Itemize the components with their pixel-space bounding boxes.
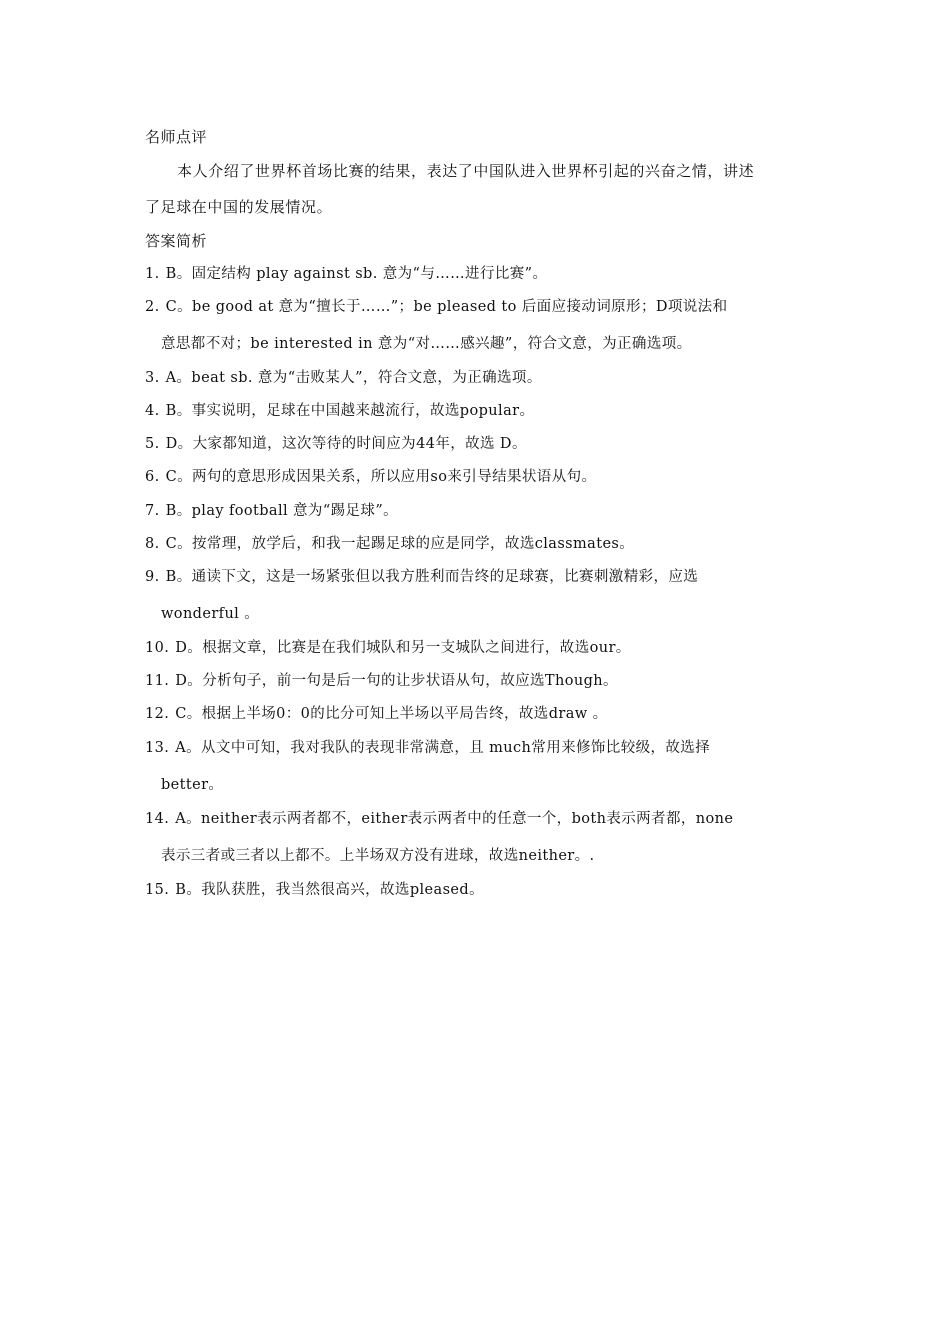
answer-item: [145, 638, 810, 658]
answer-text: B。通读下文，这是一场紧张但以我方胜利而告终的足球赛，比赛刺激精彩，应选: [165, 569, 699, 585]
answer-number: 10.: [145, 640, 170, 656]
answer-continuation: wonderful 。: [161, 606, 260, 622]
answer-number: 9.: [145, 569, 160, 585]
answer-number: 15.: [145, 882, 170, 898]
answer-item: [145, 738, 810, 795]
answer-item: [145, 671, 810, 691]
answer-text: C。两句的意思形成因果关系，所以应用so来引导结果状语从句。: [165, 469, 597, 485]
answer-number: 6.: [145, 469, 160, 485]
answer-continuation: 表示三者或三者以上都不。上半场双方没有进球，故选neither。.: [161, 848, 595, 864]
answer-item: [145, 368, 810, 388]
answer-number: 14.: [145, 811, 170, 827]
answer-item: [145, 434, 810, 454]
answer-text: D。大家都知道，这次等待的时间应为44年，故选 D。: [165, 436, 527, 452]
answer-item: [145, 704, 810, 724]
answer-item: [145, 467, 810, 487]
answer-number: 2.: [145, 299, 160, 315]
answer-number: 13.: [145, 740, 170, 756]
answer-text: A。beat sb. 意为“击败某人”，符合文意，为正确选项。: [165, 370, 542, 386]
answer-text: A。从文中可知，我对我队的表现非常满意，且 much常用来修饰比较级，故选择: [175, 740, 711, 756]
answer-number: 11.: [145, 673, 170, 689]
answer-number: 7.: [145, 503, 160, 519]
answer-item: [145, 501, 810, 521]
answer-item: [145, 534, 810, 554]
answer-text: C。be good at 意为“擅长于……”；be pleased to 后面应接动词原形；D项说法和: [165, 299, 728, 315]
review-paragraph-line-1: [145, 153, 810, 189]
answer-text: B。固定结构 play against sb. 意为“与……进行比赛”。: [165, 266, 548, 282]
answer-item: [145, 401, 810, 421]
review-paragraph-line-1-text: 本人介绍了世界杯首场比赛的结果，表达了中国队进入世界杯引起的兴奋之情，讲述: [177, 162, 755, 180]
answer-item: [145, 264, 810, 284]
answer-item: [145, 809, 810, 866]
answer-number: 8.: [145, 536, 160, 552]
review-paragraph: [145, 153, 810, 225]
answer-item: [145, 297, 810, 354]
answer-text: B。事实说明，足球在中国越来越流行，故选popular。: [165, 403, 535, 419]
answer-item: [145, 880, 810, 900]
answer-number: 5.: [145, 436, 160, 452]
review-heading: 名师点评: [145, 128, 208, 146]
answer-text: A。neither表示两者都不，either表示两者中的任意一个，both表示两者都，none: [175, 811, 734, 827]
answers-heading: 答案简析: [145, 232, 208, 250]
answer-text: D。根据文章，比赛是在我们城队和另一支城队之间进行，故选our。: [175, 640, 631, 656]
answer-text: C。根据上半场0：0的比分可知上半场以平局告终，故选draw 。: [175, 706, 608, 722]
answer-item: [145, 567, 810, 624]
answer-text: D。分析句子，前一句是后一句的让步状语从句，故应选Though。: [175, 673, 618, 689]
answer-continuation: better。: [161, 777, 224, 793]
review-paragraph-line-2: 了足球在中国的发展情况。: [145, 198, 333, 216]
answer-number: 3.: [145, 370, 160, 386]
answer-number: 12.: [145, 706, 170, 722]
answer-continuation: 意思都不对；be interested in 意为“对……感兴趣”，符合文意，为正确选项。: [161, 336, 692, 352]
answer-number: 1.: [145, 266, 160, 282]
answer-text: C。按常理，放学后，和我一起踢足球的应是同学，故选classmates。: [165, 536, 635, 552]
answer-text: B。我队获胜，我当然很高兴，故选pleased。: [175, 882, 484, 898]
answer-number: 4.: [145, 403, 160, 419]
answer-text: B。play football 意为“踢足球”。: [165, 503, 399, 519]
